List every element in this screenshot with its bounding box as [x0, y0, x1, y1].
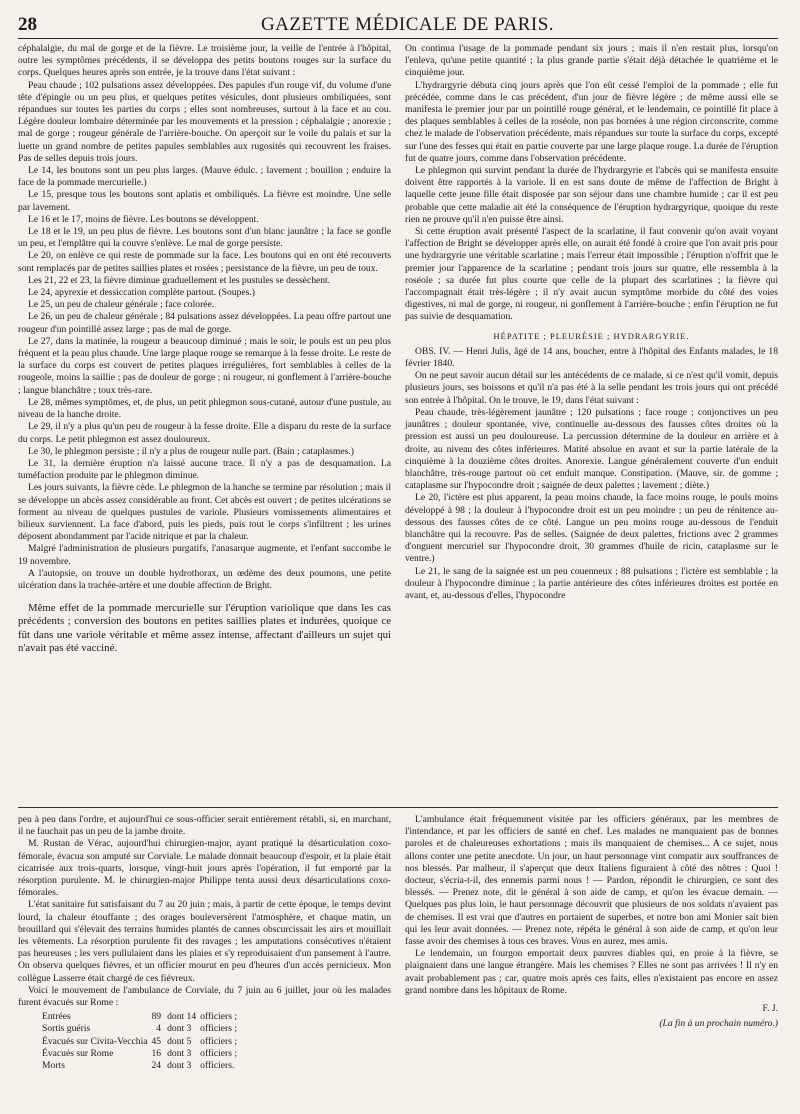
paragraph: Le 21, le sang de la saignée est un peu couenneux ; 88 pulsations ; l'ictère est semblable ; la douleur à l'hypocondre diminue ; la partie antérieure des côtes inférieures droites est portée en avant, et, au-dessous d'elles, l'hypocondre	[405, 565, 778, 601]
author-signature: F. J.	[762, 1003, 778, 1015]
paragraph: L'hydrargyrie débuta cinq jours après que l'on eût cessé l'emploi de la pommade ; elle fut précédée, comme dans le cas précédent, d'un jour de fièvre légère ; de même aussi elle se manifesta le premier jour par un pointillé rouge général, et le lendemain, ce pointillé fit place à des plaques semblables à celles de la roséole, non pas bornées à une région circonscrite, comme chez le malade de l'observation précédente, mais répandues sur toute la surface du corps, excepté sur l'une des fesses qui était en partie couverte par une large plaque rouge. La durée de l'éruption fut de quatre jours, comme dans l'observation précédente.	[405, 79, 778, 164]
page-number: 28	[18, 14, 37, 35]
paragraph: Le 14, les boutons sont un peu plus larges. (Mauve édulc. ; lavement ; bouillon ; enduire la face de la pommade mercurielle.)	[18, 165, 391, 189]
paragraph: Le 29, il n'y a plus qu'un peu de rougeur à la fesse droite. Elle a disparu du reste de la surface du corps. Le petit phlegmon est assez douloureux.	[18, 421, 391, 445]
paragraph: Les 21, 22 et 23, la fièvre diminue graduellement et les pustules se dessèchent.	[28, 274, 331, 286]
paragraph: Le 15, presque tous les boutons sont aplatis et ombiliqués. La fièvre est moindre. Une selle par lavement.	[18, 189, 391, 213]
row-count: 45	[151, 1035, 162, 1047]
row-officers: officiers ;	[200, 1011, 238, 1023]
paragraph: peu à peu dans l'ordre, et aujourd'hui ce sous-officier serait entièrement rétabli, si, en marchant, il ne fauchait pas un peu de la jambe droite.	[18, 814, 391, 838]
page-header	[18, 14, 778, 39]
section-divider	[18, 807, 778, 808]
journal-title: GAZETTE MÉDICALE DE PARIS.	[260, 14, 555, 35]
upper-section	[18, 43, 778, 799]
paragraph: Le 25, un peu de chaleur générale ; face colorée.	[28, 299, 215, 311]
paragraph: céphalalgie, du mal de gorge et de la fièvre. Le troisième jour, la veille de l'entrée à l'hôpital, outre les symptômes précédents, il se développa des petits boutons rouges sur la surface du corps. Quelques heures après son entrée, je la trouve dans l'état suivant :	[18, 43, 391, 79]
row-count: 24	[151, 1060, 162, 1072]
paragraph: Le 20, l'ictère est plus apparent, la peau moins chaude, la face moins rouge, le pouls moins développé à 98 ; la douleur à l'hypocondre droit est un peu moindre ; un peu de rénitence au-dessous des fausses côtes de ce côté. Langue un peu moins rouge au-dessous de l'enduit blanchâtre qui la recouvre. Pas de selles. (Saignée de deux palettes, frictions avec 2 grammes d'onguent mercuriel sur l'hypocondre droit, 30 grammes d'huile de ricin, cataplasme sur le ventre.)	[405, 492, 778, 565]
evacuation-table	[42, 1011, 241, 1072]
row-detail: dont 3	[167, 1047, 192, 1059]
paragraph: Voici le mouvement de l'ambulance de Corviale, du 7 juin au 6 juillet, jour où les malades furent évacués sur Rome :	[18, 984, 391, 1009]
paragraph: Le 26, un peu de chaleur générale ; 84 pulsations assez développées. La peau offre partout une rougeur d'un pointillé assez large ; pas de mal de gorge.	[18, 311, 391, 335]
table-row	[42, 1048, 241, 1060]
lower-left-column	[18, 814, 391, 1114]
paragraph: Peau chaude, très-légèrement jaunâtre ; 120 pulsations ; face rouge ; conjonctives un peu jaunâtres ; douleur spontanée, vive, continuelle au-dessous des fausses côtes droites où la pression est aussi un peu douloureuse. La percussion détermine de la douleur en arrière et à droite, au niveau des côtes inférieures. Matité absolue en avant et sur la partie latérale de la cinquième à la douzième côtes droites. Anorexie. Langue généralement couverte d'un enduit blanchâtre, très-rouge partout où cet enduit manque. Constipation. (Mauve, sir. de gomme ; cataplasme sur l'hypocondre droit ; saignée de deux palettes ; lavement ; diète.)	[405, 406, 778, 492]
paragraph: L'ambulance était fréquemment visitée par les officiers généraux, par les membres de l'intendance, et par les officiers de santé en chef. Les malades ne manquaient pas de bonnes paroles et de chaleureuses exhortations ; mais ils manquaient de chemises... A ce sujet, nous allons conter une petite anecdote. Un jour, un haut personnage vint compatir aux souffrances de nos blessés. Par malheur, il s'aperçut que deux Italiens figuraient à côté des nôtres : Quoi ! docteur, s'écria-t-il, des ennemis parmi nous ! — Pardon, répondit le chirurgien, ce sont des blessés. — Prenez note, dit le général à son aide de camp, et qu'on les évacue demain. — Quelques pas plus loin, le haut personnage découvrit que plusieurs de nos soldats n'avaient pas de chemises. Il est vrai que d'autres en portaient de superbes, et notre bon ami Monier sait bien qui les leur avait données. — Prenez note, répéta le général à son aide de camp, et qu'on leur fasse avoir des chemises à tous ces braves. Vous en aurez, mes amis.	[405, 814, 778, 948]
row-label: Entrées	[42, 1011, 71, 1023]
paragraph: Le 18 et le 19, un peu plus de fièvre. Les boutons sont d'un blanc jaunâtre ; la face se gonfle un peu, et l'emplâtre qui la couvre s'enlève. Le mal de gorge persiste.	[18, 226, 391, 250]
row-detail: dont 5	[167, 1035, 192, 1047]
paragraph: Le 31, la dernière éruption n'a laissé aucune trace. Il n'y a pas de desquamation. La tuméfaction produite par le phlegmon diminue.	[18, 457, 391, 482]
lower-section	[18, 814, 778, 1114]
upper-left-column	[18, 43, 391, 799]
paragraph: Le 16 et le 17, moins de fièvre. Les boutons se développent.	[28, 213, 259, 225]
row-detail: dont 3	[167, 1023, 192, 1035]
paragraph: Peau chaude ; 102 pulsations assez développées. Des papules d'un rouge vif, du volume d'une tête d'épingle ou un peu plus, et quelques petites vésicules, dont plusieurs ombiliquées, sont répandues sur toutes les parties du corps ; elles sont nombreuses, surtout à la face et au cou. Légère douleur lombaire déterminée par les mouvements et la pression ; céphalalgie ; anorexie ; mal de gorge ; rougeur générale de l'arrière-bouche. On aperçoit sur le voile du palais et sur la luette un grand nombre de petites papules semblables aux rugosités qui recouvrent les fraises. Pas de selles depuis trois jours.	[18, 79, 391, 164]
paragraph: Le lendemain, un fourgon emportait deux pauvres diables qui, en proie à la fièvre, se plaignaient dans une langue étrangère. Mais les chemises ? Elles ne sont pas arrivées ! Il n'y en avait probablement pas ; car, quatre mois après ces faits, elles n'existaient pas encore en assez grand nombre dans les hôpitaux de Rome.	[405, 948, 778, 996]
paragraph: Le 20, on enlève ce qui reste de pommade sur la face. Les boutons qui en ont été recouverts sont remplacés par de petites saillies plates et rosées ; persistance de la fièvre, un peu de toux.	[18, 250, 391, 274]
paragraph: A l'autopsie, on trouve un double hydrothorax, un œdème des deux poumons, une petite ulcération dans la trachée-artère et une double affection de Bright.	[18, 567, 391, 591]
row-officers: officiers ;	[200, 1047, 238, 1059]
row-detail: dont 3	[167, 1060, 192, 1072]
row-label: Sortis guéris	[42, 1023, 91, 1035]
row-count: 89	[151, 1011, 162, 1023]
section-title: HÉPATITE ; PLEURÉSIE ; HYDRARGYRIE.	[493, 330, 690, 341]
table-row	[42, 1011, 241, 1023]
row-label: Évacués sur Rome	[42, 1047, 114, 1059]
row-count: 16	[151, 1047, 162, 1059]
row-count: 4	[156, 1023, 162, 1035]
paragraph: Si cette éruption avait présenté l'aspect de la scarlatine, il faut convenir qu'on avait voyant l'affection de Bright se développer après elle, on aurait été fondé à croire que l'on avait pris pour une hydrargyrie une véritable scarlatine ; mais l'erreur était impossible ; l'éruption n'offrit que le premier jour l'apparence de la scarlatine ; pendant trois jours sur quatre, elle ressembla à la roséole ; sa durée fut plus courte que celle de la plupart des scarlatines ; la fièvre qui l'accompagnait était très-légère ; il n'y avait aucun symptôme morbide du côté des voies digestives, ni mal de gorge, ni rougeur, ni gonflement à l'arrière-bouche ; enfin l'éruption ne fut pas suivie de desquamation.	[405, 226, 778, 323]
paragraph: M. Rustan de Vérac, aujourd'hui chirurgien-major, ayant pratiqué la désarticulation coxo-fémorale, évacua son amputé sur Corviale. Le malade donnait beaucoup d'espoir, et la plaie était cicatrisée aux trois-quarts, lorsque, vingt-huit jours après l'opération, il fut emporté par la résorption purulente. M. le chirurgien-major Philippe tenta aussi deux désarticulations coxo-fémorales.	[18, 838, 391, 899]
conclusion-paragraph: Même effet de la pommade mercurielle sur l'éruption variolique que dans les cas précédents ; conversion des boutons en petites saillies plates et indurées, quoique ce fût dans une variole véritable et même assez intense, affectant d'ailleurs un sujet qui n'avait pas été vacciné.	[18, 602, 391, 654]
table-row	[42, 1060, 241, 1072]
continuation-note: (La fin à un prochain numéro.)	[659, 1018, 778, 1030]
paragraph: OBS. IV. — Henri Julis, âgé de 14 ans, boucher, entre à l'hôpital des Enfants malades, le 18 février 1840.	[405, 345, 778, 370]
paragraph: L'état sanitaire fut satisfaisant du 7 au 20 juin ; mais, à partir de cette époque, le temps devint lourd, la chaleur étouffante ; des orages bouleversèrent l'atmosphère, et chaque matin, un brouillard qui s'élevait des terrains humides plantés de cannes obscurcissait les airs et mouillait les vêtements. La résorption purulente fit des ravages ; les amputations consécutives n'étaient pas heureuses ; les vers pullulaient dans les plaies et s'y reproduisaient d'un pansement à l'autre. On observa quelques fièvres, et un officier mourut en peu d'heures d'un accès pernicieux. Mon collègue Lasserre était chargé de ces fiévreux.	[18, 899, 391, 984]
paragraph: Le 27, dans la matinée, la rougeur a beaucoup diminué ; mais le soir, le pouls est un peu plus fréquent et la peau plus chaude. Une large plaque rouge se remarque à la fesse droite. Le reste de la surface du corps est couvert de petites plaques irrégulières, fort semblables à celles de la rougeole, moins la saillie ; pas de douleur de gorge ; ni rougeur, ni gonflement à l'arrière-bouche ; langue blanchâtre ; toux très-rare.	[18, 335, 391, 396]
table-row	[42, 1023, 241, 1035]
paragraph: Le 24, apyrexie et dessiccation complète partout. (Soupes.)	[28, 287, 255, 299]
paragraph: Le 30, le phlegmon persiste ; il n'y a plus de rougeur nulle part. (Bain ; cataplasmes.)	[28, 445, 354, 457]
paragraph: Le phlegmon qui survint pendant la durée de l'hydrargyrie et l'abcès qui se manifesta ensuite doivent être rapportés à la variole. Il en est sans doute de même de l'affection de Bright à laquelle cette jeune fille était disposée par son séjour dans une chambre humide ; car il est peu probable que cette maladie ait été la conséquence de l'éruption hydrargyrique, quoique du reste rien ne prouve qu'il n'en puisse être ainsi.	[405, 165, 778, 225]
row-label: Évacués sur Civita-Vecchia	[42, 1035, 148, 1047]
paragraph: On ne peut savoir aucun détail sur les antécédents de ce malade, si ce n'est qu'il vomit, depuis plusieurs jours, ses boissons et qu'il n'a pas été à la selle pendant les trois jours qui ont précédé son entrée à l'hôpital. On le trouve, le 19, dans l'état suivant :	[405, 370, 778, 406]
row-officers: officiers.	[200, 1060, 235, 1072]
row-label: Morts	[42, 1060, 65, 1072]
table-row	[42, 1036, 241, 1048]
row-detail: dont 14	[167, 1011, 197, 1023]
paragraph: Malgré l'administration de plusieurs purgatifs, l'anasarque augmente, et l'enfant succombe le 19 novembre.	[18, 543, 391, 567]
lower-right-column	[405, 814, 778, 1114]
row-officers: officiers ;	[200, 1023, 238, 1035]
paragraph: Le 28, mêmes symptômes, et, de plus, un petit phlegmon sous-cutané, autour d'une pustule, au niveau de la hanche droite.	[18, 396, 391, 421]
paragraph: On continua l'usage de la pommade pendant six jours ; mais il n'en restait plus, lorsqu'on l'enleva, qu'une petite quantité ; la plus grande partie s'était déjà détachée le quatrième et le cinquième jour.	[405, 43, 778, 79]
upper-right-column	[405, 43, 778, 799]
paragraph: Les jours suivants, la fièvre cède. Le phlegmon de la hanche se termine par résolution ; mais il se développe un abcès assez considérable au front. Cet abcès est ouvert ; de petites ulcérations se forment au niveau de quelques pustules de variole. Plusieurs vomissements alimentaires et bilieux surviennent. La face d'abord, puis les pieds, puis tout le corps s'infiltrent ; les urines déposent abondamment par l'acide nitrique et par la chaleur.	[18, 482, 391, 543]
row-officers: officiers ;	[200, 1035, 238, 1047]
